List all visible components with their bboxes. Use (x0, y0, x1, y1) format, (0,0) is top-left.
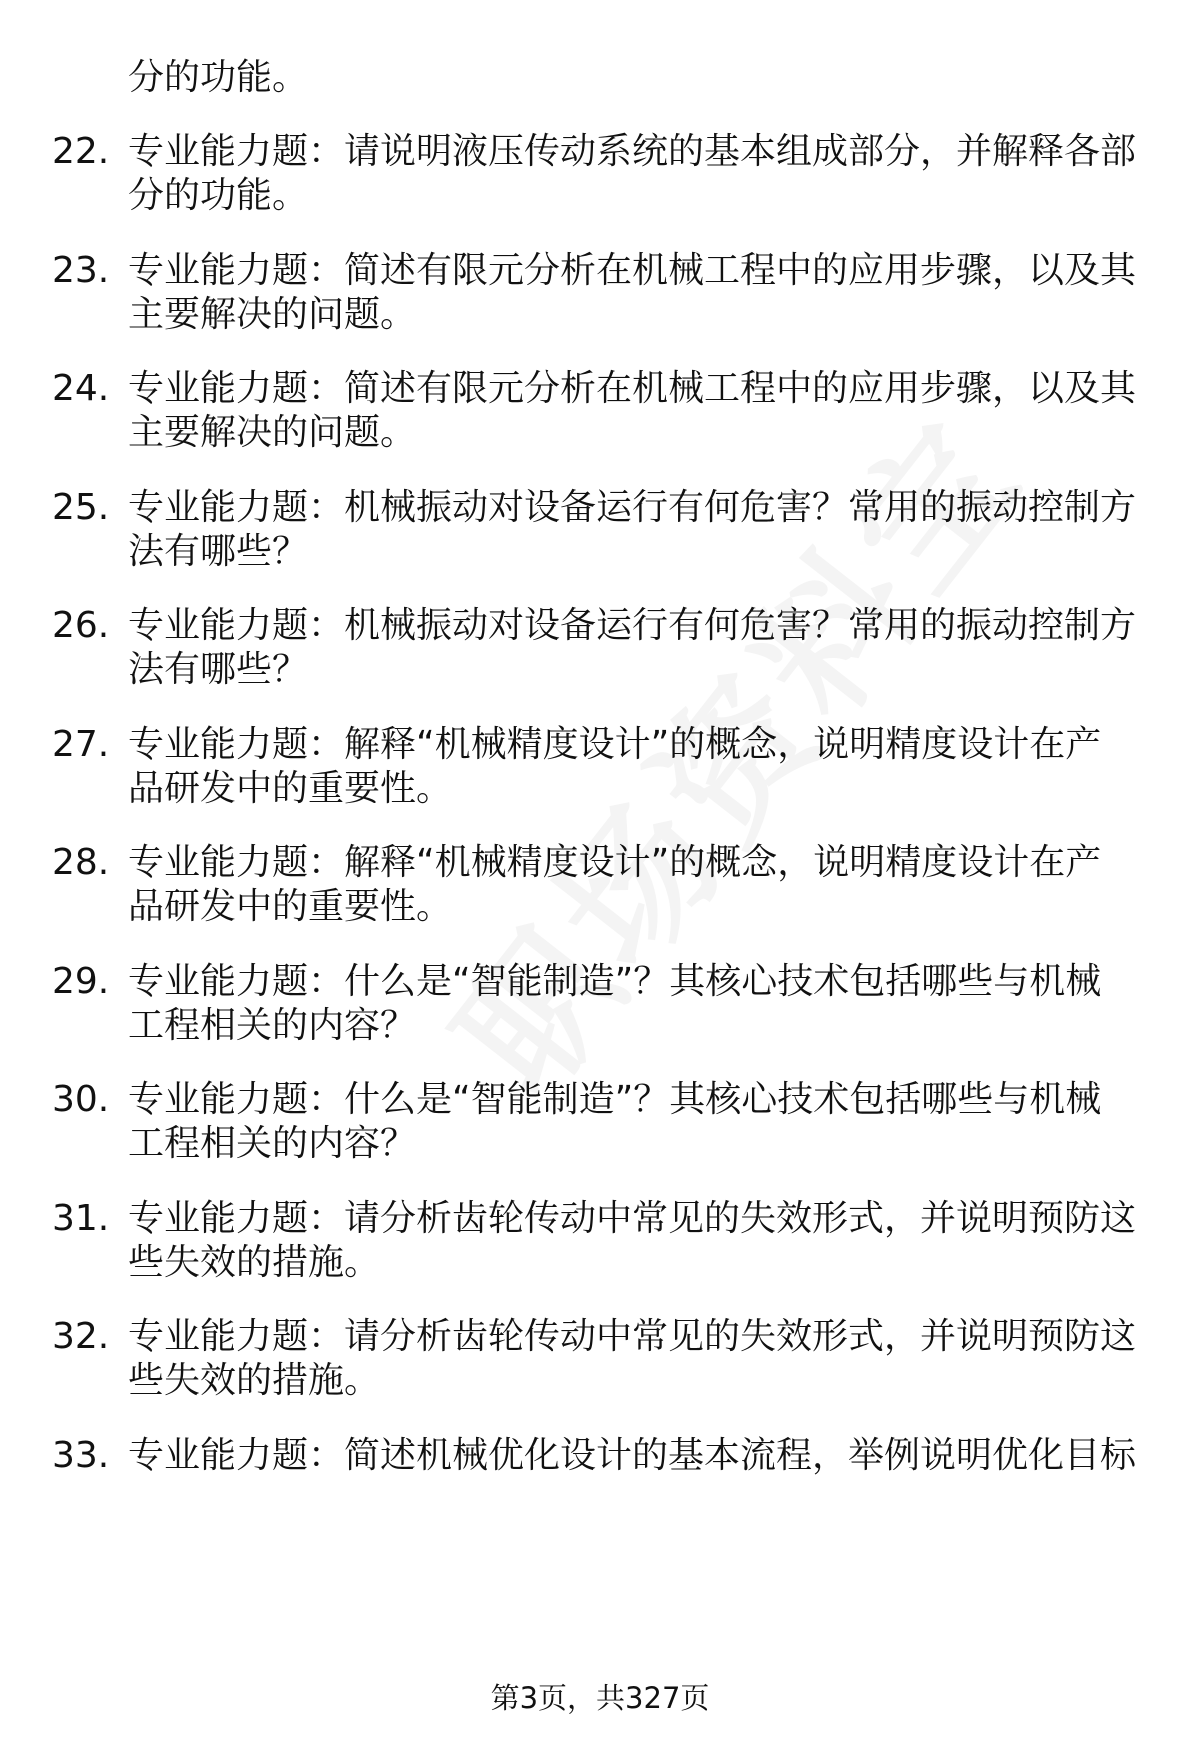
question-number: 29. (52, 961, 110, 1002)
question-text: 专业能力题：简述机械优化设计的基本流程，举例说明优化目标 (128, 1435, 1137, 1476)
question-text-cont: 主要解决的问题。 (128, 412, 417, 453)
question-text-cont: 品研发中的重要性。 (128, 886, 453, 927)
question-number: 32. (52, 1316, 110, 1357)
question-text: 专业能力题：请分析齿轮传动中常见的失效形式，并说明预防这 (128, 1198, 1137, 1239)
question-text: 专业能力题：什么是“智能制造”？其核心技术包括哪些与机械 (128, 1079, 1102, 1120)
question-text-cont: 工程相关的内容？ (128, 1005, 417, 1046)
question-text-cont: 法有哪些？ (128, 531, 309, 572)
question-text: 专业能力题：简述有限元分析在机械工程中的应用步骤，以及其 (128, 368, 1137, 409)
continued-text: 分的功能。 (128, 57, 309, 98)
question-text: 专业能力题：机械振动对设备运行有何危害？常用的振动控制方 (128, 487, 1137, 528)
question-number: 22. (52, 131, 110, 172)
question-text-cont: 些失效的措施。 (128, 1360, 381, 1401)
question-text: 专业能力题：请说明液压传动系统的基本组成部分，并解释各部 (128, 131, 1137, 172)
question-number: 28. (52, 842, 110, 883)
question-text: 专业能力题：机械振动对设备运行有何危害？常用的振动控制方 (128, 605, 1137, 646)
question-number: 33. (52, 1435, 110, 1476)
question-text-cont: 分的功能。 (128, 175, 309, 216)
question-text: 专业能力题：解释“机械精度设计”的概念，说明精度设计在产 (128, 842, 1102, 883)
question-text: 专业能力题：请分析齿轮传动中常见的失效形式，并说明预防这 (128, 1316, 1137, 1357)
question-number: 24. (52, 368, 110, 409)
question-text: 专业能力题：解释“机械精度设计”的概念，说明精度设计在产 (128, 724, 1102, 765)
question-number: 27. (52, 724, 110, 765)
question-text-cont: 些失效的措施。 (128, 1242, 381, 1283)
question-text: 专业能力题：什么是“智能制造”？其核心技术包括哪些与机械 (128, 961, 1102, 1002)
question-number: 26. (52, 605, 110, 646)
question-text: 专业能力题：简述有限元分析在机械工程中的应用步骤，以及其 (128, 250, 1137, 291)
question-number: 31. (52, 1198, 110, 1239)
question-text-cont: 法有哪些？ (128, 649, 309, 690)
question-text-cont: 品研发中的重要性。 (128, 768, 453, 809)
question-text-cont: 工程相关的内容？ (128, 1123, 417, 1164)
page-footer: 第3页，共327页 (490, 1681, 710, 1715)
question-text-cont: 主要解决的问题。 (128, 294, 417, 335)
question-number: 23. (52, 250, 110, 291)
question-number: 25. (52, 487, 110, 528)
question-number: 30. (52, 1079, 110, 1120)
